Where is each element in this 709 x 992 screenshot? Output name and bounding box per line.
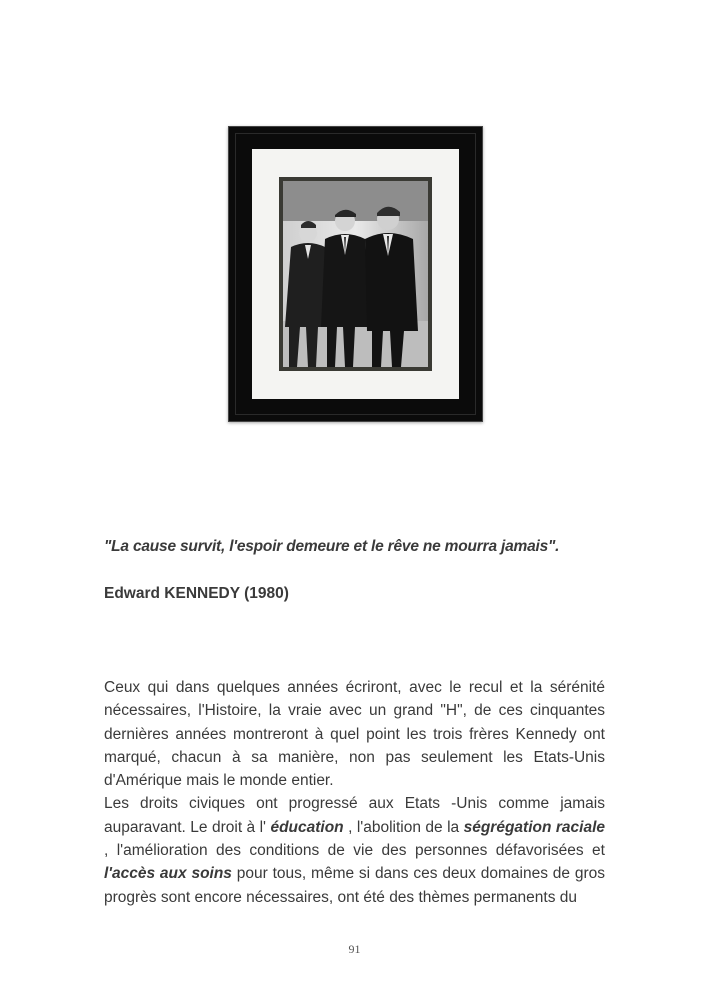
photo-border — [279, 177, 432, 371]
emphasis-education: éducation — [270, 818, 344, 836]
body-text — [104, 676, 605, 909]
paragraph-2 — [104, 792, 605, 908]
emphasis-segregation: ségrégation raciale — [463, 818, 605, 836]
paragraph-2-part-1: Les droits civiques ont progressé aux Etats -Unis comme jamais auparavant. Le droit à l' — [104, 795, 605, 836]
page-number: 91 — [348, 942, 361, 956]
emphasis-acces-soins: l'accès aux soins — [104, 865, 232, 883]
paragraph-2-part-2: , l'abolition de la — [343, 818, 464, 836]
paragraph-2-part-3: , l'amélioration des conditions de vie des personnes défavorisées et — [104, 842, 605, 860]
kennedy-brothers-photo — [283, 181, 428, 367]
quote: "La cause survit, l'espoir demeure et le rêve ne mourra jamais". — [104, 538, 560, 555]
framed-photograph — [228, 126, 483, 422]
photo-mat — [252, 149, 459, 399]
paragraph-2-part-4: pour tous, même si dans ces deux domaines de gros progrès sont encore nécessaires, ont été des thèmes permanents du — [104, 865, 605, 906]
paragraph-1: Ceux qui dans quelques années écriront, avec le recul et la sérénité nécessaires, l'Histoire, la vraie avec un grand "H", de ces cinquantes dernières années montreront à quel point les trois frères Kennedy ont marqué, chacun à sa manière, non pas seulement les Etats-Unis d'Amérique mais le monde entier. — [104, 679, 605, 790]
quote-author: Edward KENNEDY (1980) — [104, 585, 289, 602]
